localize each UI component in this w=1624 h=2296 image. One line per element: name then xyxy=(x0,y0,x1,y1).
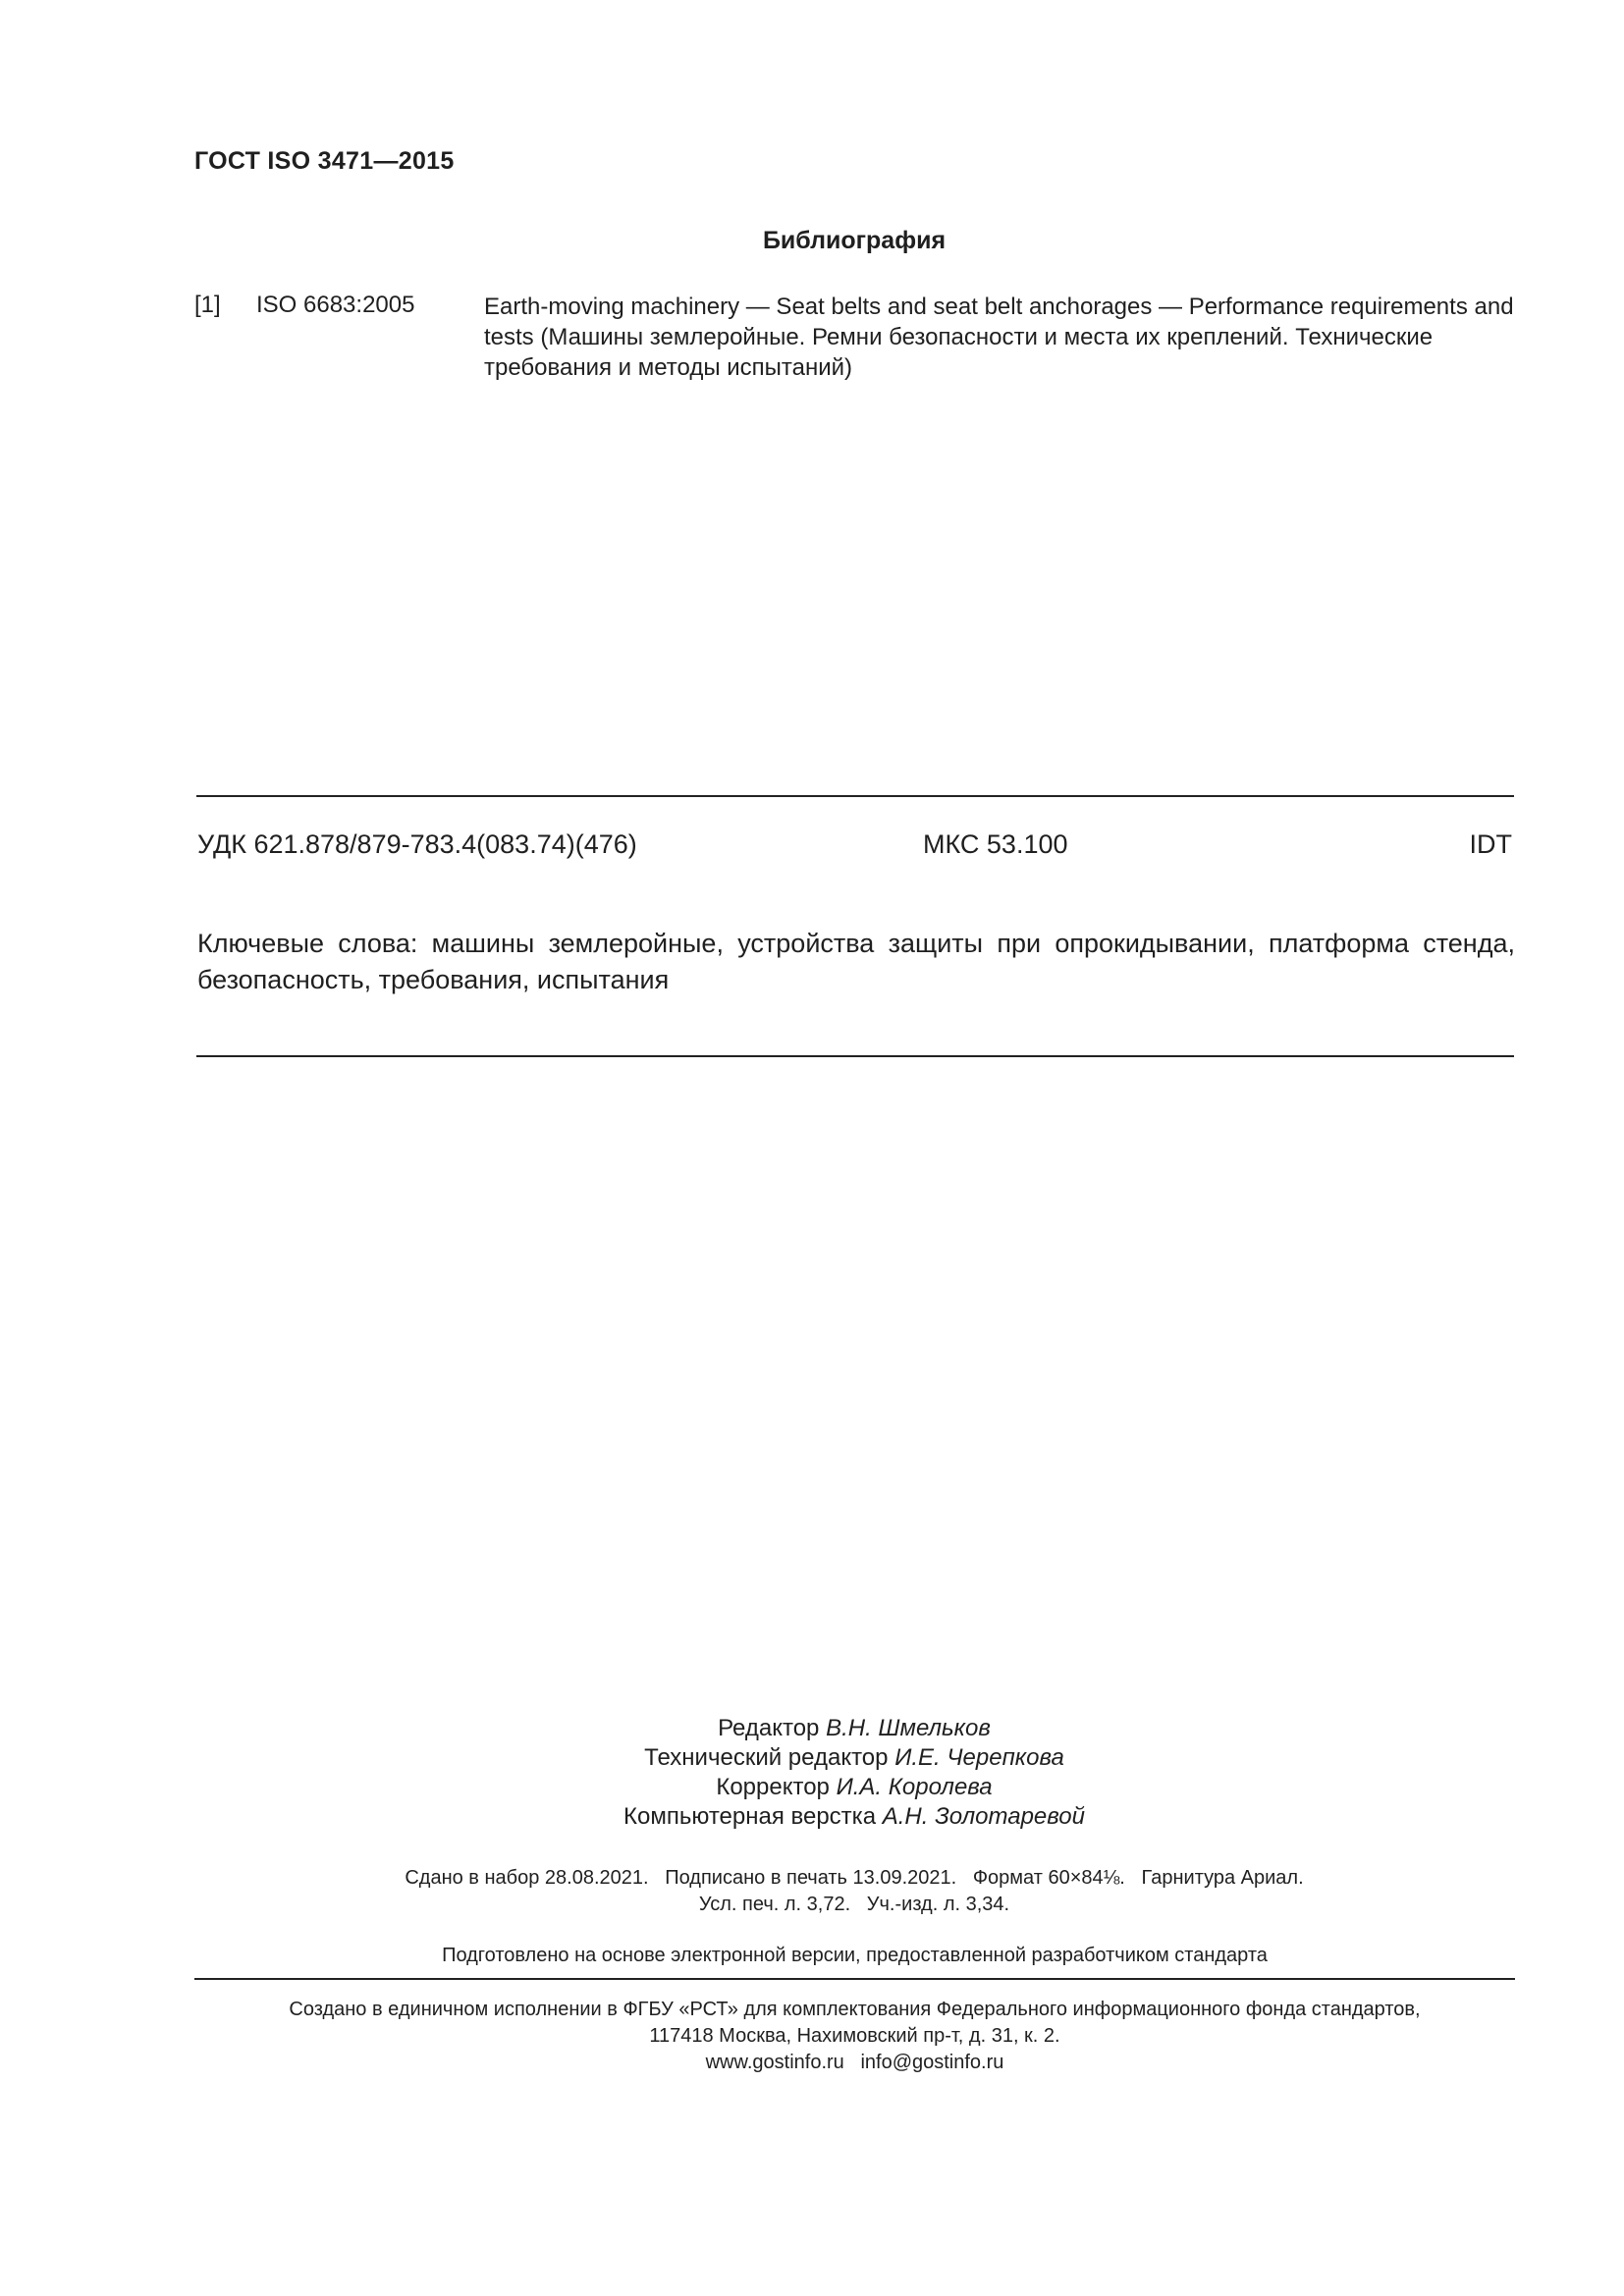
footer-line-1: Создано в единичном исполнении в ФГБУ «РСТ» для комплектования Федерального информационного фонда стандартов, xyxy=(289,1999,1421,2020)
keywords: Ключевые слова: машины землеройные, устройства защиты при опрокидывании, платформа стенда, безопасность, требования, испытания xyxy=(197,929,1515,994)
credit-layout xyxy=(491,1802,1218,1832)
credit-corrector xyxy=(491,1773,1218,1802)
footer xyxy=(194,1997,1515,2076)
credit-role: Технический редактор xyxy=(644,1744,889,1771)
credit-technical-editor xyxy=(491,1743,1218,1773)
prepared-note: Подготовлено на основе электронной версии, предоставленной разработчиком стандарта xyxy=(442,1945,1268,1966)
credit-name: В.Н. Шмельков xyxy=(826,1715,991,1741)
udk-code: УДК 621.878/879-783.4(083.74)(476) xyxy=(197,829,637,859)
mks-code: МКС 53.100 xyxy=(923,829,1068,859)
credits-block xyxy=(491,1714,1218,1832)
credit-name: И.А. Королева xyxy=(836,1774,993,1800)
credit-name: А.Н. Золотаревой xyxy=(882,1803,1085,1830)
document-id: ГОСТ ISO 3471—2015 xyxy=(194,147,455,175)
publishing-line-1: Сдано в набор 28.08.2021. Подписано в печать 13.09.2021. Формат 60×84⅛. Гарнитура Ариал. xyxy=(405,1867,1304,1889)
bibliography-entry-text: Earth-moving machinery — Seat belts and seat belt anchorages — Performance requirements and tests (Машины землеройные. Ремни безопасности и места их креплений. Технические требования и методы испытаний) xyxy=(484,294,1514,381)
credit-editor xyxy=(491,1714,1218,1743)
publishing-info xyxy=(295,1865,1414,1918)
divider-top xyxy=(196,795,1514,797)
bibliography-entry-code: ISO 6683:2005 xyxy=(256,292,415,318)
credit-role: Корректор xyxy=(716,1774,830,1800)
footer-links: www.gostinfo.ru info@gostinfo.ru xyxy=(705,2052,1004,2073)
bibliography-title: Библиография xyxy=(762,227,947,254)
idt-label: IDT xyxy=(1469,829,1512,859)
footer-line-2: 117418 Москва, Нахимовский пр-т, д. 31, к. 2. xyxy=(649,2025,1060,2047)
credit-role: Редактор xyxy=(718,1715,820,1741)
divider-bottom xyxy=(196,1055,1514,1057)
credit-role: Компьютерная верстка xyxy=(623,1803,877,1830)
bibliography-entry-number: [1] xyxy=(194,292,221,318)
publishing-line-2: Усл. печ. л. 3,72. Уч.-изд. л. 3,34. xyxy=(698,1894,1010,1915)
footer-divider xyxy=(194,1978,1515,1980)
credit-name: И.Е. Черепкова xyxy=(894,1744,1064,1771)
